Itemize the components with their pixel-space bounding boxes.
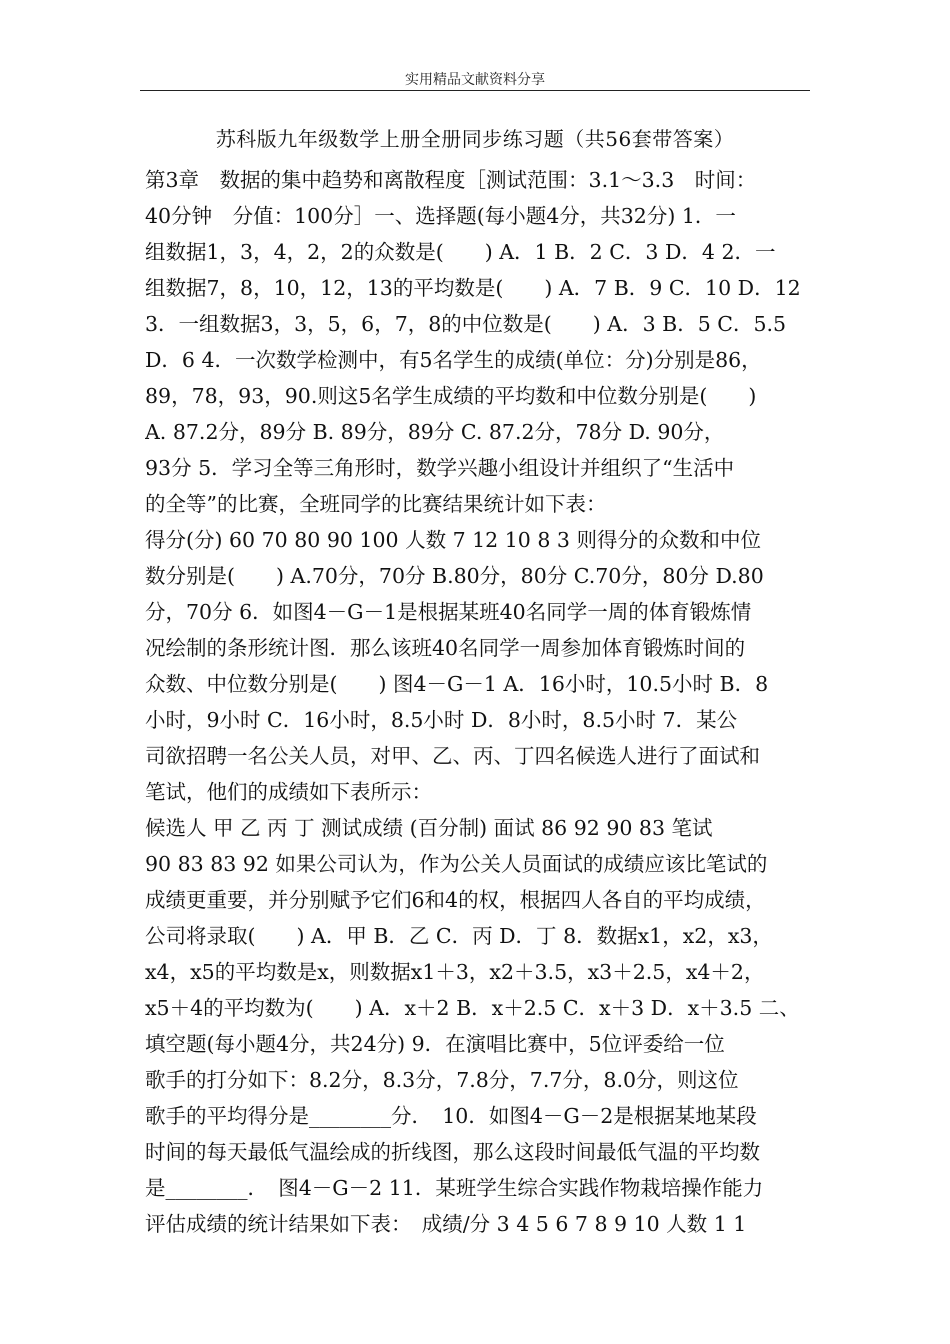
- body-line: 歌手的平均得分是________分． 10．如图4－G－2是根据某地某段: [145, 1104, 757, 1128]
- body-line: A. 87.2分，89分 B. 89分，89分 C. 87.2分，78分 D. 90分，: [145, 420, 725, 444]
- body-line: 候选人 甲 乙 丙 丁 测试成绩 (百分制) 面试 86 92 90 83 笔试: [145, 816, 713, 840]
- body-line: 93分 5．学习全等三角形时，数学兴趣小组设计并组织了“生活中: [145, 456, 735, 480]
- body-line: 填空题(每小题4分，共24分) 9．在演唱比赛中，5位评委给一位: [145, 1032, 725, 1056]
- body-line: 成绩更重要，并分别赋予它们6和4的权，根据四人各自的平均成绩，: [145, 888, 766, 912]
- body-line: 89，78，93，90.则这5名学生成绩的平均数和中位数分别是( ): [145, 384, 757, 408]
- body-line: x5＋4的平均数为( ) A．x＋2 B．x＋2.5 C．x＋3 D．x＋3.5 二、: [145, 996, 800, 1020]
- body-line: 数分别是( ) A.70分，70分 B.80分，80分 C.70分，80分 D.80: [145, 564, 764, 588]
- body-line: 组数据7，8，10，12，13的平均数是( ) A．7 B．9 C．10 D．12: [145, 276, 801, 300]
- body-line: 时间的每天最低气温绘成的折线图，那么这段时间最低气温的平均数: [145, 1140, 760, 1164]
- page-header: 实用精品文献资料分享: [405, 72, 545, 88]
- body-line: 的全等”的比赛，全班同学的比赛结果统计如下表：: [145, 492, 607, 516]
- body-line: 3．一组数据3，3，5，6，7，8的中位数是( ) A．3 B．5 C．5.5: [145, 312, 787, 336]
- body-line: 是________． 图4－G－2 11．某班学生综合实践作物栽培操作能力: [145, 1176, 764, 1200]
- body-line: 第3章 数据的集中趋势和离散程度［测试范围：3.1～3.3 时间：: [145, 168, 757, 192]
- body-line: 司欲招聘一名公关人员，对甲、乙、丙、丁四名候选人进行了面试和: [145, 744, 760, 768]
- body-line: 况绘制的条形统计图．那么该班40名同学一周参加体育锻炼时间的: [145, 636, 746, 660]
- body-line: 组数据1，3，4，2，2的众数是( ) A．1 B．2 C．3 D．4 2．一: [145, 240, 776, 264]
- body-line: 40分钟 分值：100分］一、选择题(每小题4分，共32分) 1．一: [145, 204, 736, 228]
- body-line: 众数、中位数分别是( ) 图4－G－1 A．16小时，10.5小时 B．8: [145, 672, 769, 696]
- document-title: 苏科版九年级数学上册全册同步练习题（共56套带答案）: [215, 127, 735, 151]
- body-line: 公司将录取( ) A．甲 B．乙 C．丙 D．丁 8．数据x1，x2，x3，: [145, 924, 773, 948]
- body-line: 得分(分) 60 70 80 90 100 人数 7 12 10 8 3 则得分的众数和中位: [145, 528, 761, 552]
- body-line: 评估成绩的统计结果如下表： 成绩/分 3 4 5 6 7 8 9 10 人数 1 1: [145, 1212, 747, 1236]
- body-line: 笔试，他们的成绩如下表所示：: [145, 780, 432, 804]
- document-body: [145, 162, 815, 1242]
- body-line: 小时，9小时 C．16小时，8.5小时 D．8小时，8.5小时 7．某公: [145, 708, 738, 732]
- body-line: x4，x5的平均数是x，则数据x1＋3，x2＋3.5，x3＋2.5，x4＋2，: [145, 960, 765, 984]
- header-divider: [140, 90, 810, 91]
- body-line: 歌手的打分如下：8.2分，8.3分，7.8分，7.7分，8.0分，则这位: [145, 1068, 739, 1092]
- body-line: 分，70分 6．如图4－G－1是根据某班40名同学一周的体育锻炼情: [145, 600, 752, 624]
- body-line: 90 83 83 92 如果公司认为，作为公关人员面试的成绩应该比笔试的: [145, 852, 768, 876]
- body-line: D．6 4．一次数学检测中，有5名学生的成绩(单位：分)分别是86，: [145, 348, 762, 372]
